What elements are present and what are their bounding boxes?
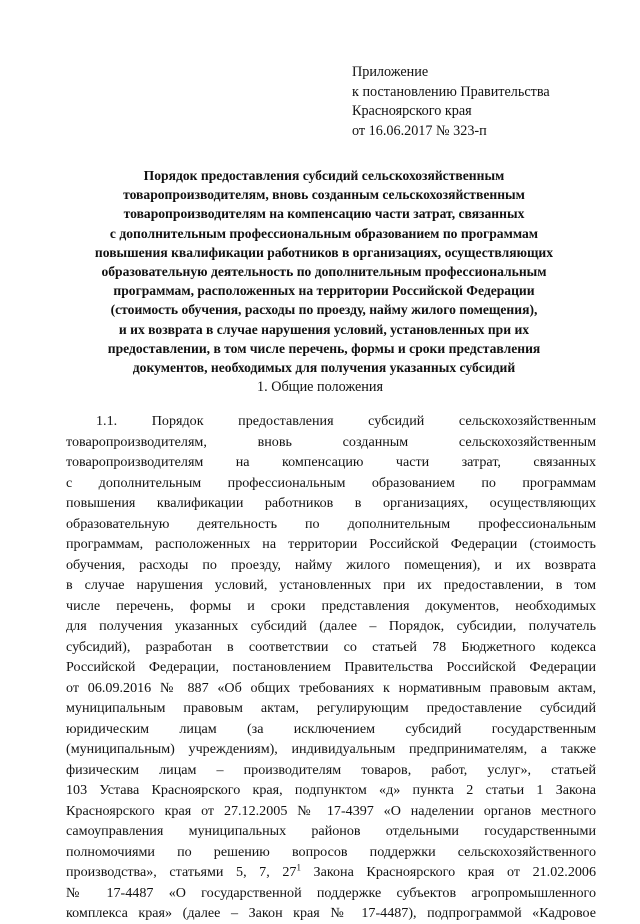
title-line: предоставлении, в том числе перечень, формы и сроки представления bbox=[107, 340, 541, 356]
paragraph-line: программам, расположенных на территории Российской Федерации (стоимость bbox=[66, 536, 596, 552]
paragraph-line: 1.1. Порядок предоставления субсидий сельскохозяйственным bbox=[96, 413, 596, 429]
appendix-line: от 16.06.2017 № 323-п bbox=[352, 122, 487, 139]
title-line: документов, необходимых для получения указанных субсидий bbox=[132, 360, 516, 376]
title-line: и их возврата в случае нарушения условий, установленных при их bbox=[118, 321, 530, 337]
title-line: повышения квалификации работников в организациях, осуществляющих bbox=[94, 244, 554, 260]
paragraph-line: числе перечень, формы и сроки представления документов, необходимых bbox=[66, 597, 596, 614]
paragraph-line: повышения квалификации работников в организациях, осуществляющих bbox=[66, 495, 596, 511]
appendix-line: Красноярского края bbox=[352, 103, 472, 119]
paragraph-line: обучения, расходы по проезду, найму жилого помещения), и их возврата bbox=[66, 556, 596, 573]
title-line: образовательную деятельность по дополнительным профессиональным bbox=[101, 264, 547, 280]
paragraph-line: (муниципальным) учреждениям), индивидуальным предпринимателям, а также bbox=[66, 741, 596, 757]
paragraph-line: муниципальным правовым актам, регулирующим предоставление субсидий bbox=[66, 700, 596, 716]
section-heading: 1. Общие положения bbox=[257, 379, 383, 395]
paragraph-line: образовательную деятельность по дополнительным профессиональным bbox=[66, 515, 596, 532]
paragraph-line: комплекса края» (далее – Закон края № 17-4487), подпрограммой «Кадровое bbox=[66, 905, 596, 921]
paragraph-line: с дополнительным профессиональным образованием по программам bbox=[66, 474, 596, 491]
paragraph-line: полномочиями по решению вопросов поддержки сельскохозяйственного bbox=[66, 843, 596, 860]
paragraph-line: юридическим лицам (за исключением субсидий государственным bbox=[66, 720, 596, 737]
line-text: Закона Красноярского края от 21.02.2006 bbox=[300, 864, 597, 880]
appendix-line: к постановлению Правительства bbox=[352, 83, 550, 100]
document-title bbox=[56, 166, 592, 377]
paragraph-line: Красноярского края от 27.12.2005 № 17-4397 «О наделении органов местного bbox=[66, 802, 596, 819]
title-line: товаропроизводителям на компенсацию части затрат, связанных bbox=[123, 206, 525, 222]
paragraph-line: Российской Федерации, постановлением Правительства Российской Федерации bbox=[66, 659, 596, 675]
paragraph-line-with-superscript bbox=[66, 862, 596, 883]
title-line: программам, расположенных на территории Российской Федерации bbox=[113, 283, 535, 299]
appendix-line: Приложение bbox=[352, 64, 429, 80]
title-line: товаропроизводителям, вновь созданным сельскохозяйственным bbox=[123, 187, 525, 203]
paragraph-line: № 17-4487 «О государственной поддержке субъектов агропромышленного bbox=[66, 884, 596, 901]
paragraph-line: от 06.09.2016 № 887 «Об общих требованиях к нормативным правовым актам, bbox=[66, 679, 596, 696]
paragraph-line: в случае нарушения условий, установленных при их предоставлении, в том bbox=[66, 577, 596, 593]
title-line: (стоимость обучения, расходы по проезду, найму жилого помещения), bbox=[110, 302, 538, 318]
line-text: производства», статьями 5, 7, 27 bbox=[66, 864, 297, 880]
paragraph-line: физическим лицам – производителям товаров, работ, услуг», статьей bbox=[66, 761, 596, 778]
paragraph-line: товаропроизводителям на компенсацию части затрат, связанных bbox=[66, 454, 596, 470]
appendix-reference bbox=[352, 63, 550, 141]
title-line: Порядок предоставления субсидий сельскохозяйственным bbox=[143, 168, 505, 183]
paragraph-line: для получения указанных субсидий (далее – Порядок, субсидии, получатель bbox=[66, 618, 596, 634]
title-line: с дополнительным профессиональным образованием по программам bbox=[109, 225, 539, 241]
paragraph-line: 103 Устава Красноярского края, подпунктом «д» пункта 2 статьи 1 Закона bbox=[66, 782, 596, 798]
paragraph-line: субсидий), разработан в соответствии со статьей 78 Бюджетного кодекса bbox=[66, 638, 596, 655]
body-text bbox=[66, 411, 596, 924]
paragraph-line: товаропроизводителям, вновь созданным сельскохозяйственным bbox=[66, 433, 596, 450]
superscript-number: 1 bbox=[296, 862, 301, 873]
paragraph-line: самоуправления муниципальных районов отдельными государственными bbox=[66, 823, 596, 839]
